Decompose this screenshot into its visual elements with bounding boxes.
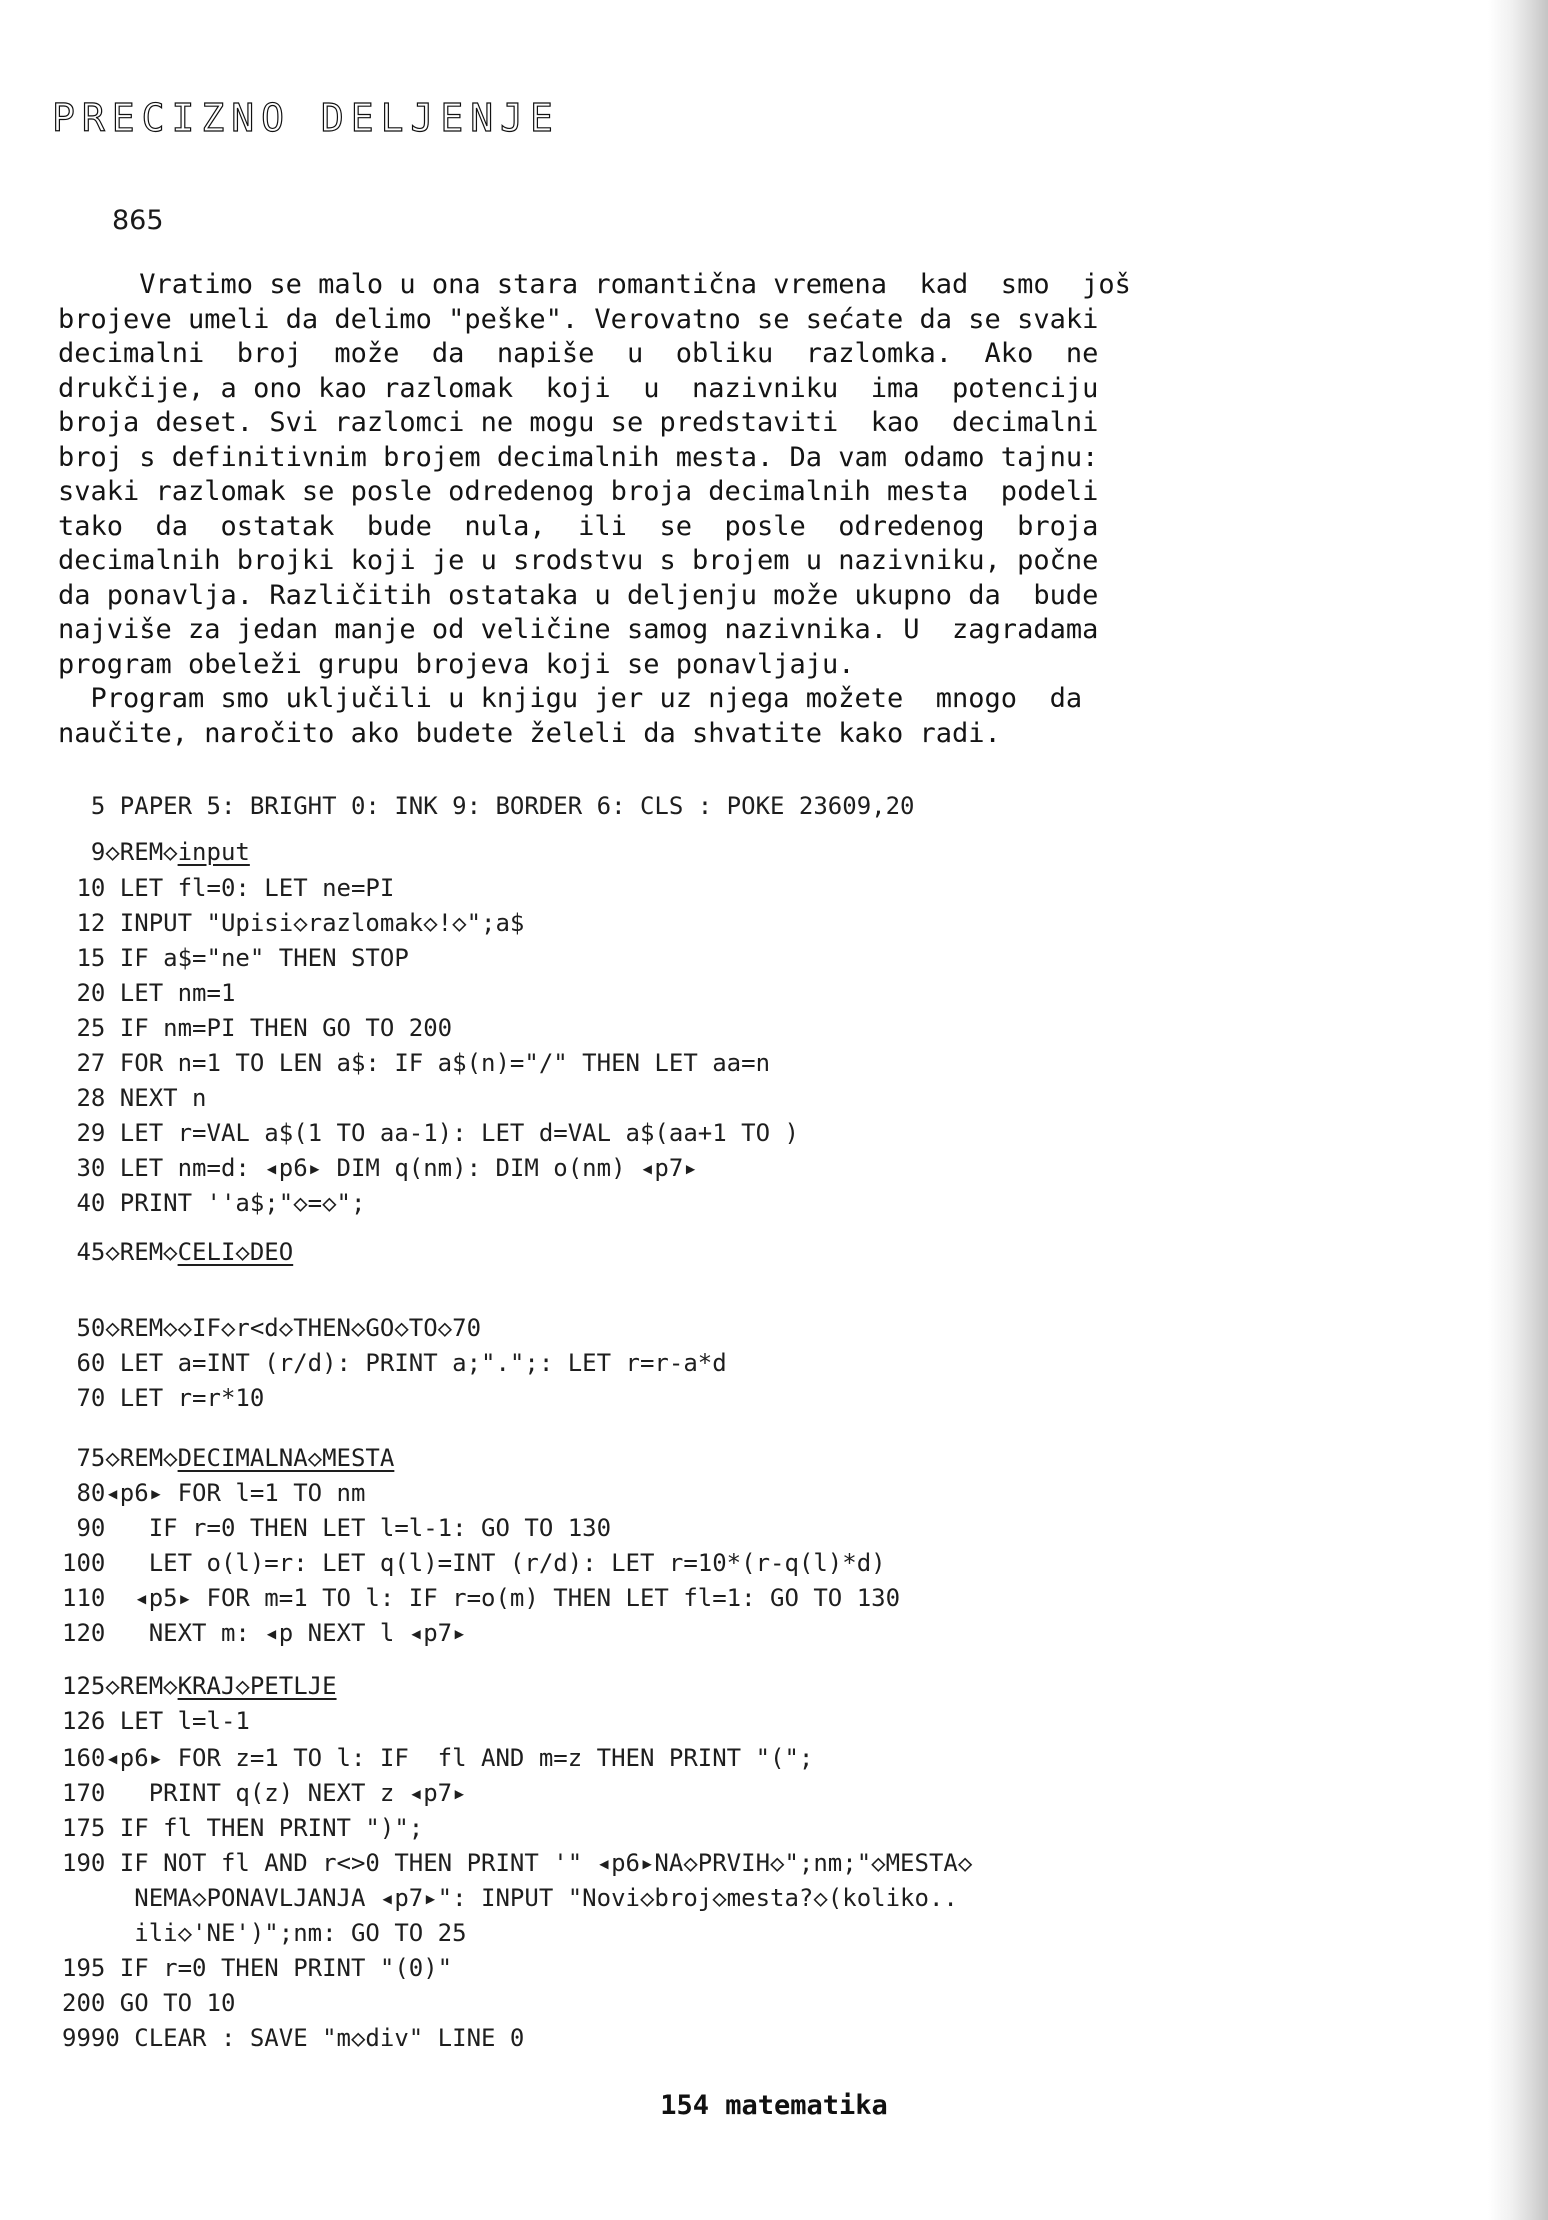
body-line: naučite, naročito ako budete želeli da shvatite kako radi. <box>58 717 1001 749</box>
code-line: 28 NEXT n <box>62 1084 207 1112</box>
code-line: 5 PAPER 5: BRIGHT 0: INK 9: BORDER 6: CLS : POKE 23609,20 <box>62 792 915 820</box>
body-line: Program smo uključili u knjigu jer uz njega možete mnogo da <box>58 683 1083 714</box>
code-line: 12 INPUT "Upisi◇razlomak◇!◇";a$ <box>62 909 525 937</box>
body-line: program obeleži grupu brojeva koji se ponavljaju. <box>58 648 855 680</box>
body-line: najviše za jedan manje od veličine samog nazivnika. U zagradama <box>58 614 1099 645</box>
code-line: 170 PRINT q(z) NEXT z ◂p7▸ <box>62 1779 467 1807</box>
code-line: 20 LET nm=1 <box>62 979 236 1007</box>
code-line: 9◇REM◇input <box>62 838 250 866</box>
body-line: svaki razlomak se posle odredenog broja decimalnih mesta podeli <box>58 476 1099 507</box>
rem-section-title: input <box>177 838 250 866</box>
body-line: broj s definitivnim brojem decimalnih mesta. Da vam odamo tajnu: <box>58 441 1099 473</box>
code-line: 15 IF a$="ne" THEN STOP <box>62 944 409 972</box>
page-edge-shadow <box>1488 0 1548 2220</box>
code-line: 110 ◂p5▸ FOR m=1 TO l: IF r=o(m) THEN LET fl=1: GO TO 130 <box>62 1584 901 1612</box>
code-line: 10 LET fl=0: LET ne=PI <box>62 874 395 902</box>
code-line: 80◂p6▸ FOR l=1 TO nm <box>62 1479 366 1507</box>
code-line: 29 LET r=VAL a$(1 TO aa-1): LET d=VAL a$(aa+1 TO ) <box>62 1119 799 1147</box>
body-line: da ponavlja. Različitih ostataka u deljenju može ukupno da bude <box>58 579 1099 611</box>
code-line: 160◂p6▸ FOR z=1 TO l: IF fl AND m=z THEN PRINT "("; <box>62 1744 814 1772</box>
rem-section-title: KRAJ◇PETLJE <box>177 1672 337 1700</box>
code-line: 125◇REM◇KRAJ◇PETLJE <box>62 1672 337 1700</box>
code-line: 190 IF NOT fl AND r<>0 THEN PRINT '" ◂p6▸NA◇PRVIH◇";nm;"◇MESTA◇ <box>62 1849 973 1877</box>
code-line: 175 IF fl THEN PRINT ")"; <box>62 1814 424 1842</box>
code-line: 50◇REM◇◇IF◇r<d◇THEN◇GO◇TO◇70 <box>62 1314 482 1342</box>
code-line: 45◇REM◇CELI◇DEO <box>62 1238 294 1266</box>
body-line: brojeve umeli da delimo "peške". Verovatno se sećate da se svaki <box>58 303 1099 335</box>
rem-section-title: CELI◇DEO <box>177 1238 294 1266</box>
code-line: NEMA◇PONAVLJANJA ◂p7▸": INPUT "Novi◇broj◇mesta?◇(koliko.. <box>62 1884 958 1912</box>
body-text <box>58 268 1418 751</box>
page-title: PRECIZNO DELJENJE <box>52 96 560 140</box>
body-line: drukčije, a ono kao razlomak koji u nazivniku ima potenciju <box>58 372 1099 404</box>
code-line: 60 LET a=INT (r/d): PRINT a;".";: LET r=r-a*d <box>62 1349 727 1377</box>
body-line: tako da ostatak bude nula, ili se posle odredenog broja <box>58 510 1099 542</box>
code-line: 100 LET o(l)=r: LET q(l)=INT (r/d): LET r=10*(r-q(l)*d) <box>62 1549 886 1577</box>
body-line: decimalni broj može da napiše u obliku razlomka. Ako ne <box>58 338 1099 369</box>
code-line: 126 LET l=l-1 <box>62 1707 250 1735</box>
code-line: 120 NEXT m: ◂p NEXT l ◂p7▸ <box>62 1619 467 1647</box>
code-line: ili◇'NE')";nm: GO TO 25 <box>62 1919 467 1947</box>
code-line: 75◇REM◇DECIMALNA◇MESTA <box>62 1444 395 1472</box>
code-line: 9990 CLEAR : SAVE "m◇div" LINE 0 <box>62 2024 525 2052</box>
code-line: 30 LET nm=d: ◂p6▸ DIM q(nm): DIM o(nm) ◂p7▸ <box>62 1154 698 1182</box>
code-line: 195 IF r=0 THEN PRINT "(0)" <box>62 1954 453 1982</box>
page-footer: 154 matematika <box>660 2090 888 2121</box>
code-line: 90 IF r=0 THEN LET l=l-1: GO TO 130 <box>62 1514 612 1542</box>
code-line: 200 GO TO 10 <box>62 1989 236 2017</box>
code-line: 40 PRINT ''a$;"◇=◇"; <box>62 1189 366 1217</box>
code-line: 70 LET r=r*10 <box>62 1384 265 1412</box>
code-line: 25 IF nm=PI THEN GO TO 200 <box>62 1014 453 1042</box>
body-line: Vratimo se malo u ona stara romantična vremena kad smo još <box>58 269 1131 300</box>
code-line: 27 FOR n=1 TO LEN a$: IF a$(n)="/" THEN LET aa=n <box>62 1049 771 1077</box>
rem-section-title: DECIMALNA◇MESTA <box>177 1444 395 1472</box>
program-number: 865 <box>112 205 164 236</box>
body-line: decimalnih brojki koji je u srodstvu s brojem u nazivniku, počne <box>58 545 1099 576</box>
body-line: broja deset. Svi razlomci ne mogu se predstaviti kao decimalni <box>58 407 1099 438</box>
